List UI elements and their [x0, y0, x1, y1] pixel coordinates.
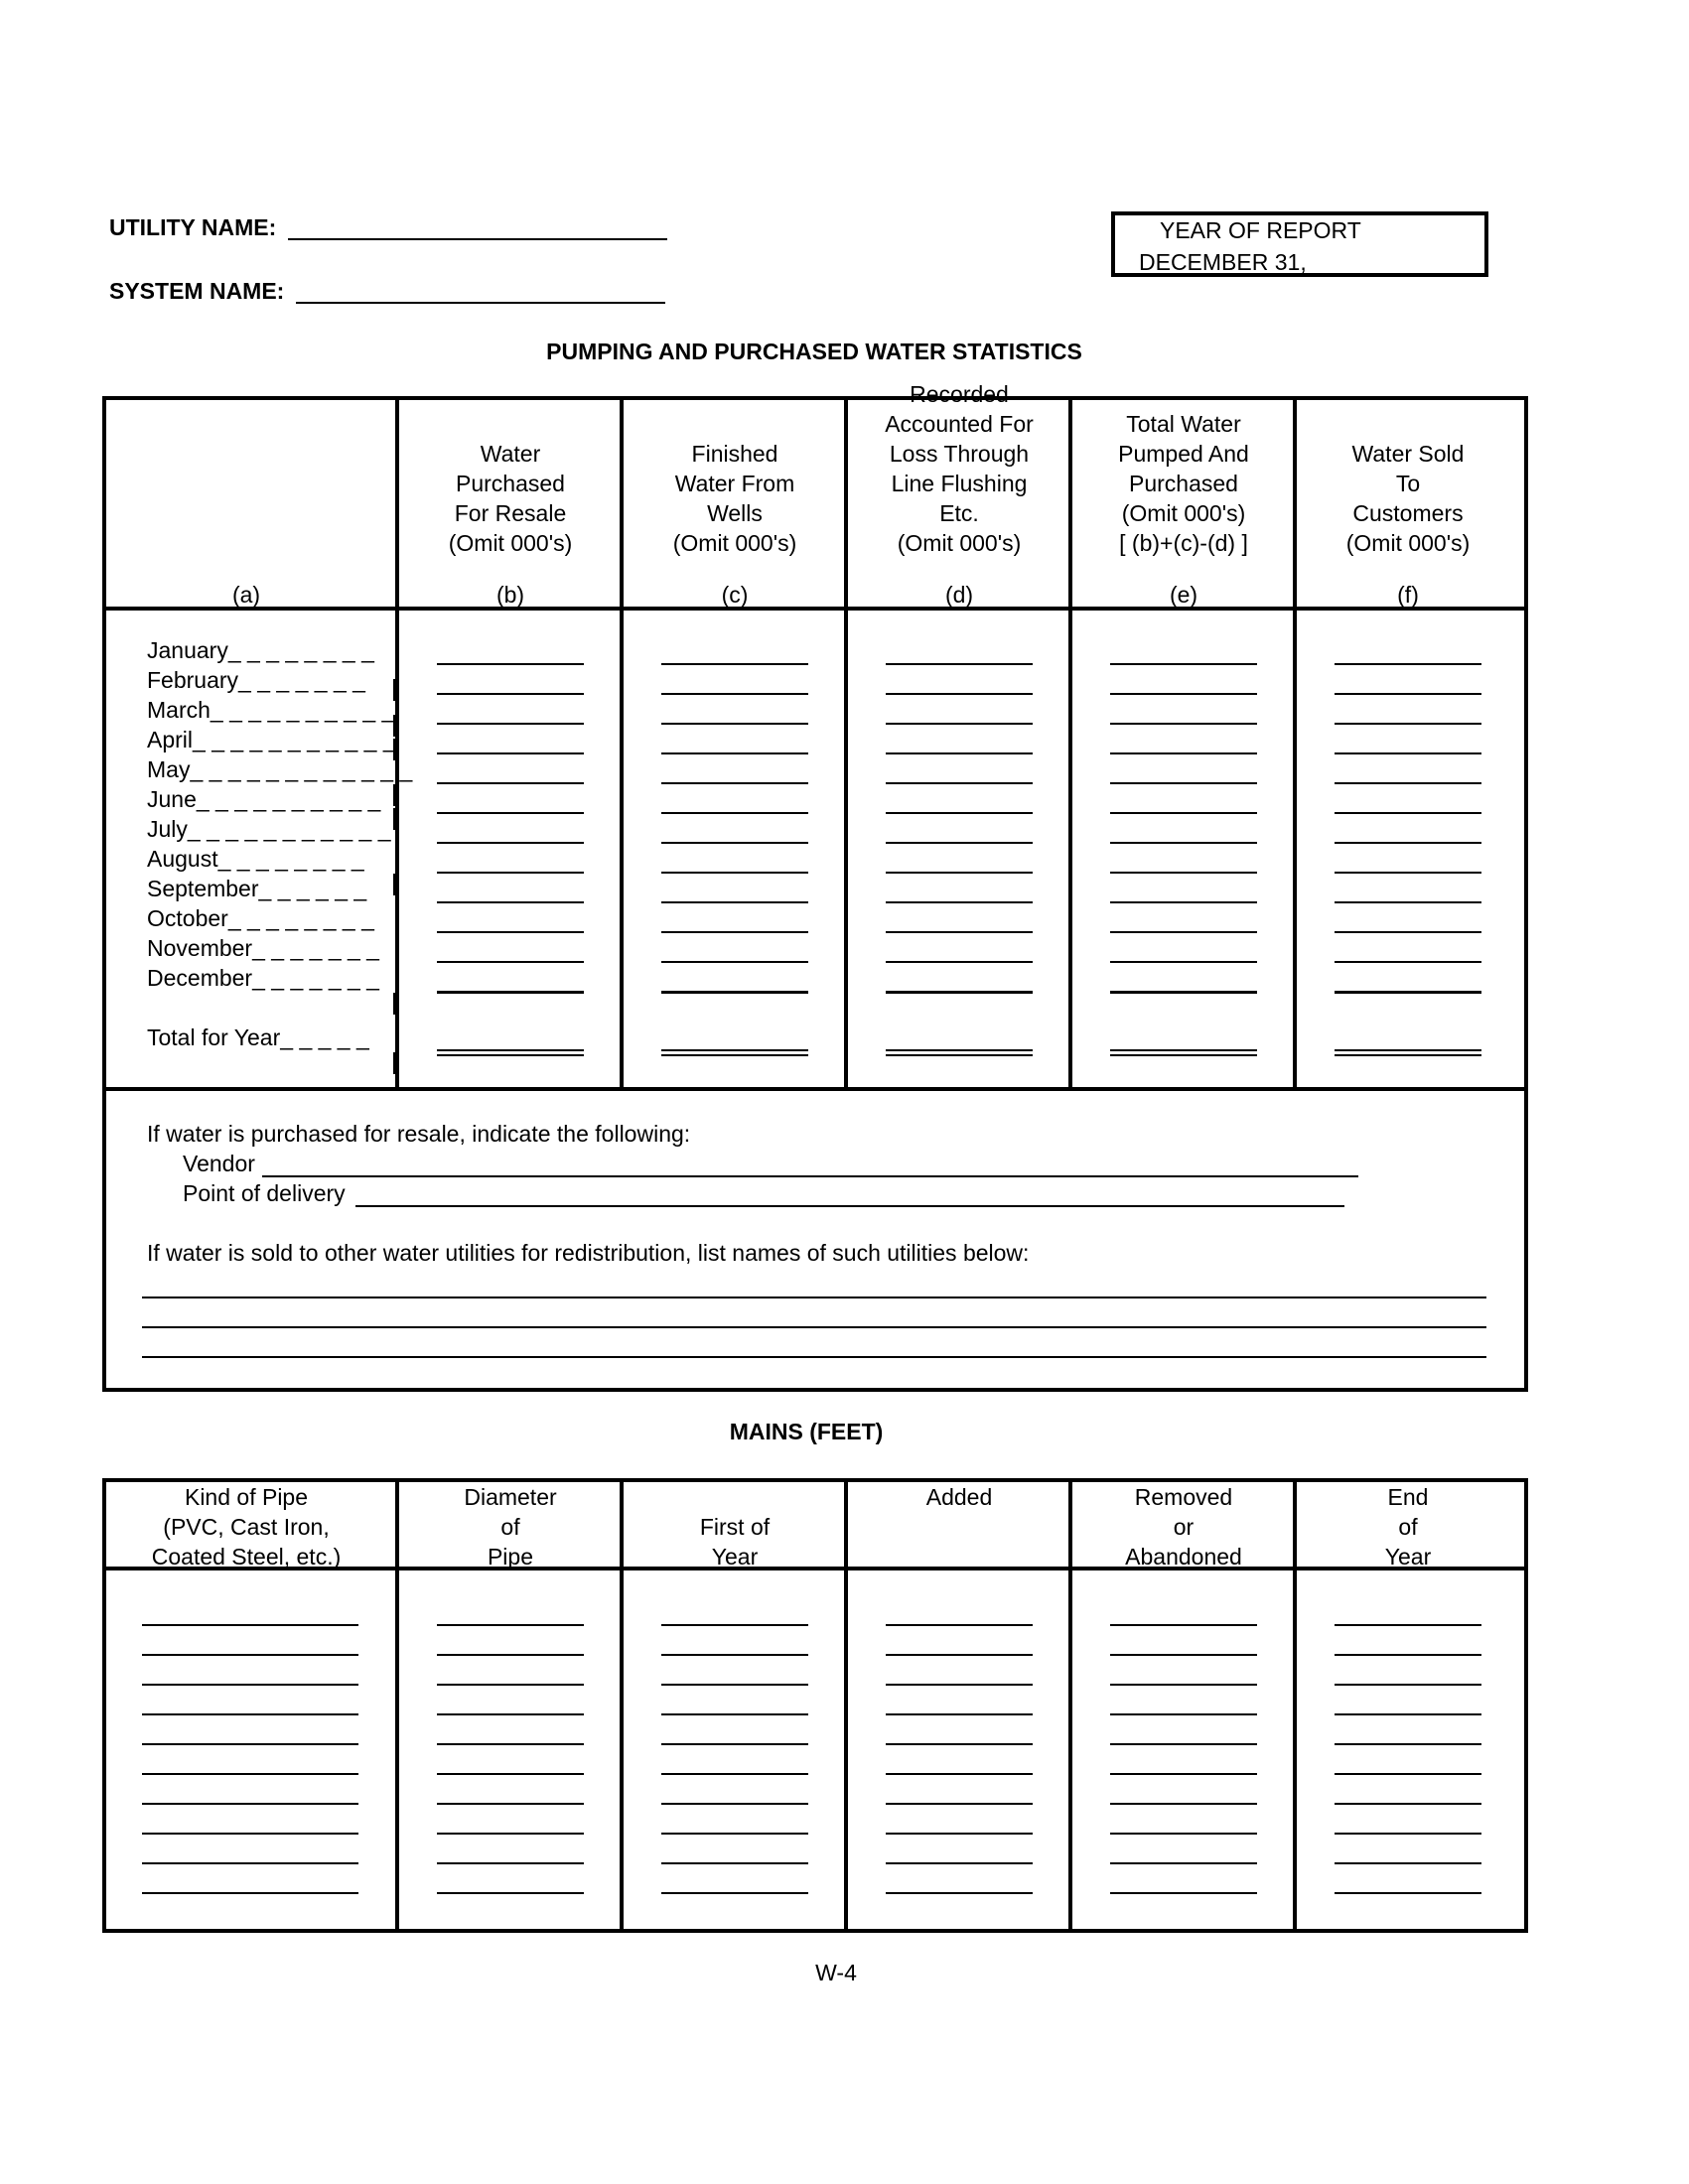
mains-entry-line[interactable] [1335, 1713, 1481, 1715]
pumping-entry-line[interactable] [437, 812, 584, 814]
pumping-entry-line[interactable] [1335, 812, 1481, 814]
mains-entry-line[interactable] [661, 1773, 808, 1775]
column-tick [393, 993, 396, 1015]
mains-entry-line[interactable] [661, 1803, 808, 1805]
page-number: W-4 [815, 1960, 857, 1985]
pumping-entry-line[interactable] [886, 961, 1033, 963]
pumping-entry-line[interactable] [661, 872, 808, 874]
month-label: August_ _ _ _ _ _ _ _ [147, 846, 364, 872]
vendor-label: Vendor [183, 1151, 255, 1176]
pumping-entry-line[interactable] [437, 693, 584, 695]
mains-entry-line[interactable] [1110, 1773, 1257, 1775]
redistribution-note: If water is sold to other water utilities for redistribution, list names of such utilities below: [147, 1240, 1030, 1266]
pumping-entry-line[interactable] [1110, 901, 1257, 903]
pumping-entry-line[interactable] [1110, 961, 1257, 963]
mains-entry-line[interactable] [886, 1803, 1033, 1805]
mains-entry-line[interactable] [661, 1833, 808, 1835]
mains-entry-line[interactable] [437, 1743, 584, 1745]
mains-entry-line[interactable] [142, 1684, 358, 1686]
pumping-entry-line[interactable] [1335, 991, 1481, 994]
pumping-header-divider [102, 607, 1528, 611]
pumping-entry-line[interactable] [1110, 782, 1257, 784]
pumping-entry-line[interactable] [437, 901, 584, 903]
pumping-entry-line[interactable] [661, 901, 808, 903]
month-label: November_ _ _ _ _ _ _ [147, 935, 379, 961]
mains-column-heading: Diameter of Pipe [464, 1484, 557, 1570]
pumping-entry-line[interactable] [886, 931, 1033, 933]
pumping-entry-line[interactable] [886, 812, 1033, 814]
mains-entry-line[interactable] [661, 1654, 808, 1656]
month-label: December_ _ _ _ _ _ _ [147, 965, 379, 991]
column-tick [393, 679, 396, 701]
pumping-column-heading: Water Purchased For Resale (Omit 000's) [448, 441, 573, 556]
mains-entry-line[interactable] [142, 1892, 358, 1894]
mains-column-heading: End of Year [1384, 1484, 1432, 1570]
mains-column-heading: Added [925, 1484, 993, 1510]
column-tick [393, 739, 396, 760]
purchase-note: If water is purchased for resale, indicate the following: [147, 1121, 691, 1147]
pumping-entry-line[interactable] [661, 782, 808, 784]
mains-entry-line[interactable] [437, 1803, 584, 1805]
point-of-delivery-field[interactable] [355, 1205, 1344, 1207]
mains-entry-line[interactable] [1110, 1833, 1257, 1835]
pumping-entry-line[interactable] [437, 752, 584, 754]
mains-entry-line[interactable] [886, 1773, 1033, 1775]
redistribution-line[interactable] [142, 1326, 1486, 1328]
month-label: February_ _ _ _ _ _ _ [147, 667, 365, 693]
pumping-total-line[interactable] [886, 1049, 1033, 1051]
year-of-report-box[interactable] [1111, 211, 1488, 277]
pumping-total-line[interactable] [437, 1049, 584, 1051]
pumping-total-line[interactable] [661, 1049, 808, 1051]
pumping-entry-line[interactable] [1335, 901, 1481, 903]
pumping-entry-line[interactable] [1110, 693, 1257, 695]
mains-entry-line[interactable] [661, 1713, 808, 1715]
pumping-entry-line[interactable] [886, 842, 1033, 844]
pumping-entry-line[interactable] [1335, 723, 1481, 725]
column-tick [393, 784, 396, 806]
mains-entry-line[interactable] [1110, 1803, 1257, 1805]
pumping-column-heading: Recorded Accounted For Loss Through Line Flushing Etc. (Omit 000's) [885, 381, 1034, 556]
pumping-column-letter: (a) [231, 582, 261, 608]
mains-entry-line[interactable] [1335, 1833, 1481, 1835]
pumping-entry-line[interactable] [661, 812, 808, 814]
pumping-entry-line[interactable] [1110, 991, 1257, 994]
pumping-entry-line[interactable] [437, 782, 584, 784]
mains-entry-line[interactable] [142, 1654, 358, 1656]
mains-entry-line[interactable] [142, 1743, 358, 1745]
mains-entry-line[interactable] [886, 1684, 1033, 1686]
mains-entry-line[interactable] [437, 1684, 584, 1686]
mains-entry-line[interactable] [661, 1743, 808, 1745]
mains-entry-line[interactable] [437, 1654, 584, 1656]
mains-entry-line[interactable] [886, 1833, 1033, 1835]
month-label: January_ _ _ _ _ _ _ _ [147, 637, 374, 663]
pumping-entry-line[interactable] [661, 991, 808, 994]
pumping-entry-line[interactable] [661, 842, 808, 844]
column-tick [393, 808, 396, 830]
mains-entry-line[interactable] [1110, 1862, 1257, 1864]
month-label: June_ _ _ _ _ _ _ _ _ _ [147, 786, 381, 812]
pumping-column-heading: Total Water Pumped And Purchased (Omit 000's) [ (b)+(c)-(d) ] [1118, 411, 1249, 556]
month-label: October_ _ _ _ _ _ _ _ [147, 905, 374, 931]
mains-entry-line[interactable] [886, 1743, 1033, 1745]
pumping-entry-line[interactable] [1110, 723, 1257, 725]
pumping-entry-line[interactable] [1110, 872, 1257, 874]
mains-entry-line[interactable] [437, 1624, 584, 1626]
mains-entry-line[interactable] [886, 1624, 1033, 1626]
pumping-column-heading: Water Sold To Customers (Omit 000's) [1345, 441, 1471, 556]
month-label: September_ _ _ _ _ _ [147, 876, 367, 901]
pumping-entry-line[interactable] [661, 961, 808, 963]
pumping-column-heading: Finished Water From Wells (Omit 000's) [672, 441, 797, 556]
redistribution-line[interactable] [142, 1356, 1486, 1358]
pumping-entry-line[interactable] [1335, 842, 1481, 844]
pumping-entry-line[interactable] [886, 782, 1033, 784]
mains-entry-line[interactable] [886, 1892, 1033, 1894]
pumping-entry-line[interactable] [886, 752, 1033, 754]
mains-column-heading: Kind of Pipe (PVC, Cast Iron, Coated Steel, etc.) [151, 1484, 342, 1570]
pumping-entry-line[interactable] [886, 723, 1033, 725]
pumping-total-line[interactable] [1335, 1049, 1481, 1051]
point-of-delivery-label: Point of delivery [183, 1180, 346, 1206]
mains-entry-line[interactable] [1110, 1713, 1257, 1715]
mains-entry-line[interactable] [142, 1803, 358, 1805]
pumping-entry-line[interactable] [886, 991, 1033, 994]
mains-entry-line[interactable] [1335, 1684, 1481, 1686]
mains-column-heading: Removed or Abandoned [1125, 1484, 1242, 1570]
pumping-entry-line[interactable] [886, 872, 1033, 874]
mains-entry-line[interactable] [437, 1773, 584, 1775]
pumping-entry-line[interactable] [1335, 693, 1481, 695]
pumping-total-line[interactable] [1110, 1049, 1257, 1051]
mains-entry-line[interactable] [1110, 1624, 1257, 1626]
pumping-column-letter: (e) [1169, 582, 1198, 608]
mains-entry-line[interactable] [1335, 1892, 1481, 1894]
pumping-entry-line[interactable] [661, 752, 808, 754]
mains-entry-line[interactable] [1110, 1743, 1257, 1745]
mains-entry-line[interactable] [1335, 1624, 1481, 1626]
mains-entry-line[interactable] [661, 1684, 808, 1686]
pumping-column-letter: (b) [495, 582, 525, 608]
pumping-entry-line[interactable] [661, 723, 808, 725]
pumping-entry-line[interactable] [1110, 752, 1257, 754]
pumping-entry-line[interactable] [437, 931, 584, 933]
pumping-entry-line[interactable] [886, 901, 1033, 903]
mains-entry-line[interactable] [142, 1624, 358, 1626]
mains-column-heading: First of Year [699, 1514, 771, 1570]
pumping-column-letter: (d) [944, 582, 974, 608]
mains-entry-line[interactable] [1335, 1654, 1481, 1656]
pumping-entry-line[interactable] [1110, 663, 1257, 665]
month-label: April_ _ _ _ _ _ _ _ _ _ _ [147, 727, 396, 752]
pumping-entry-line[interactable] [437, 961, 584, 963]
pumping-entry-line[interactable] [886, 663, 1033, 665]
total-for-year-label: Total for Year_ _ _ _ _ [147, 1024, 369, 1050]
pumping-entry-line[interactable] [1335, 931, 1481, 933]
mains-entry-line[interactable] [1110, 1654, 1257, 1656]
mains-entry-line[interactable] [1110, 1892, 1257, 1894]
pumping-entry-line[interactable] [1110, 842, 1257, 844]
mains-entry-line[interactable] [437, 1862, 584, 1864]
system-name-field[interactable] [296, 302, 665, 304]
mains-entry-line[interactable] [1335, 1803, 1481, 1805]
year-of-report-label: YEAR OF REPORT [1160, 217, 1361, 243]
mains-entry-line[interactable] [886, 1862, 1033, 1864]
pumping-column-letter: (c) [721, 582, 749, 608]
pumping-entry-line[interactable] [661, 693, 808, 695]
mains-entry-line[interactable] [661, 1862, 808, 1864]
pumping-entry-line[interactable] [1335, 872, 1481, 874]
pumping-entry-line[interactable] [1335, 663, 1481, 665]
column-tick [393, 715, 396, 737]
mains-entry-line[interactable] [142, 1862, 358, 1864]
month-label: May_ _ _ _ _ _ _ _ _ _ _ _ [147, 756, 413, 782]
pumping-entry-line[interactable] [437, 872, 584, 874]
mains-entry-line[interactable] [886, 1713, 1033, 1715]
utility-name-label: UTILITY NAME: [109, 214, 277, 240]
mains-entry-line[interactable] [1335, 1773, 1481, 1775]
pumping-entry-line[interactable] [1335, 752, 1481, 754]
redistribution-line[interactable] [142, 1297, 1486, 1298]
mains-entry-line[interactable] [437, 1833, 584, 1835]
pumping-entry-line[interactable] [437, 991, 584, 994]
column-tick [393, 1052, 396, 1074]
month-label: July_ _ _ _ _ _ _ _ _ _ _ [147, 816, 391, 842]
system-name-label: SYSTEM NAME: [109, 278, 285, 304]
mains-entry-line[interactable] [437, 1892, 584, 1894]
december-31-label: DECEMBER 31, [1139, 249, 1307, 275]
mains-entry-line[interactable] [661, 1892, 808, 1894]
pumping-section-title: PUMPING AND PURCHASED WATER STATISTICS [546, 339, 1082, 364]
pumping-entry-line[interactable] [661, 931, 808, 933]
pumping-entry-line[interactable] [1335, 782, 1481, 784]
pumping-entry-line[interactable] [661, 663, 808, 665]
vendor-field[interactable] [262, 1175, 1358, 1177]
mains-entry-line[interactable] [142, 1713, 358, 1715]
pumping-body-divider [102, 1087, 1528, 1091]
pumping-entry-line[interactable] [437, 723, 584, 725]
pumping-entry-line[interactable] [437, 663, 584, 665]
mains-entry-line[interactable] [142, 1773, 358, 1775]
mains-entry-line[interactable] [1335, 1743, 1481, 1745]
utility-name-field[interactable] [288, 238, 667, 240]
pumping-entry-line[interactable] [437, 842, 584, 844]
pumping-entry-line[interactable] [886, 693, 1033, 695]
pumping-entry-line[interactable] [1110, 931, 1257, 933]
mains-entry-line[interactable] [661, 1624, 808, 1626]
mains-entry-line[interactable] [886, 1654, 1033, 1656]
pumping-column-letter: (f) [1397, 582, 1419, 608]
pumping-entry-line[interactable] [1335, 961, 1481, 963]
mains-entry-line[interactable] [1335, 1862, 1481, 1864]
mains-entry-line[interactable] [1110, 1684, 1257, 1686]
column-tick [393, 874, 396, 895]
month-label: March_ _ _ _ _ _ _ _ _ _ [147, 697, 395, 723]
mains-section-title: MAINS (FEET) [729, 1419, 884, 1444]
mains-entry-line[interactable] [437, 1713, 584, 1715]
mains-entry-line[interactable] [142, 1833, 358, 1835]
pumping-entry-line[interactable] [1110, 812, 1257, 814]
